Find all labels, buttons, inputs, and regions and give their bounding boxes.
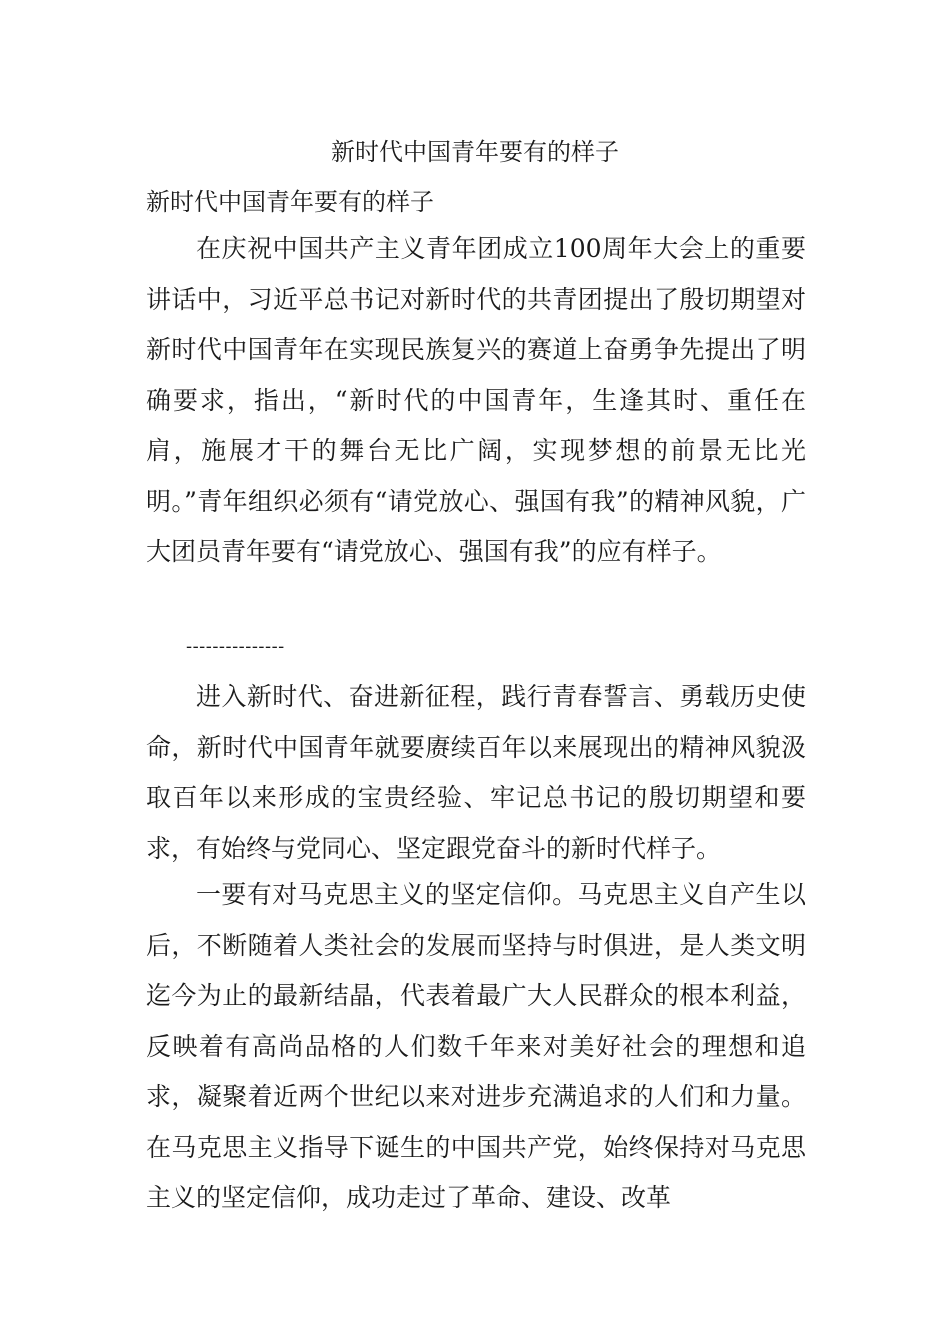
paragraph-2: 进入新时代、奋进新征程，践行青春誓言、勇载历史使命，新时代中国青年就要赓续百年以来展现出的精神风貌汲取百年以来形成的宝贵经验、牢记总书记的殷切期望和要求，有始终与党同心、坚定跟党奋斗的新时代样子。 [146, 682, 806, 863]
document-title: 新时代中国青年要有的样子 [331, 138, 619, 166]
document-subtitle: 新时代中国青年要有的样子 [146, 188, 434, 216]
section-divider: --------------- [186, 636, 285, 657]
paragraph-1: 在庆祝中国共产主义青年团成立100周年大会上的重要讲话中，习近平总书记对新时代的共青团提出了殷切期望对新时代中国青年在实现民族复兴的赛道上奋勇争先提出了明确要求，指出，“新时代的中国青年，生逢其时、重任在肩，施展才干的舞台无比广阔，实现梦想的前景无比光明。”青年组织必须有“请党放心、强国有我”的精神风貌，广大团员青年要有“请党放心、强国有我”的应有样子。 [146, 234, 806, 566]
paragraph-3: 一要有对马克思主义的坚定信仰。马克思主义自产生以后，不断随着人类社会的发展而坚持与时俱进，是人类文明迄今为止的最新结晶，代表着最广大人民群众的根本利益，反映着有高尚品格的人们数千年来对美好社会的理想和追求，凝聚着近两个世纪以来对进步充满追求的人们和力量。在马克思主义指导下诞生的中国共产党，始终保持对马克思主义的坚定信仰，成功走过了革命、建设、改革 [146, 880, 806, 1212]
